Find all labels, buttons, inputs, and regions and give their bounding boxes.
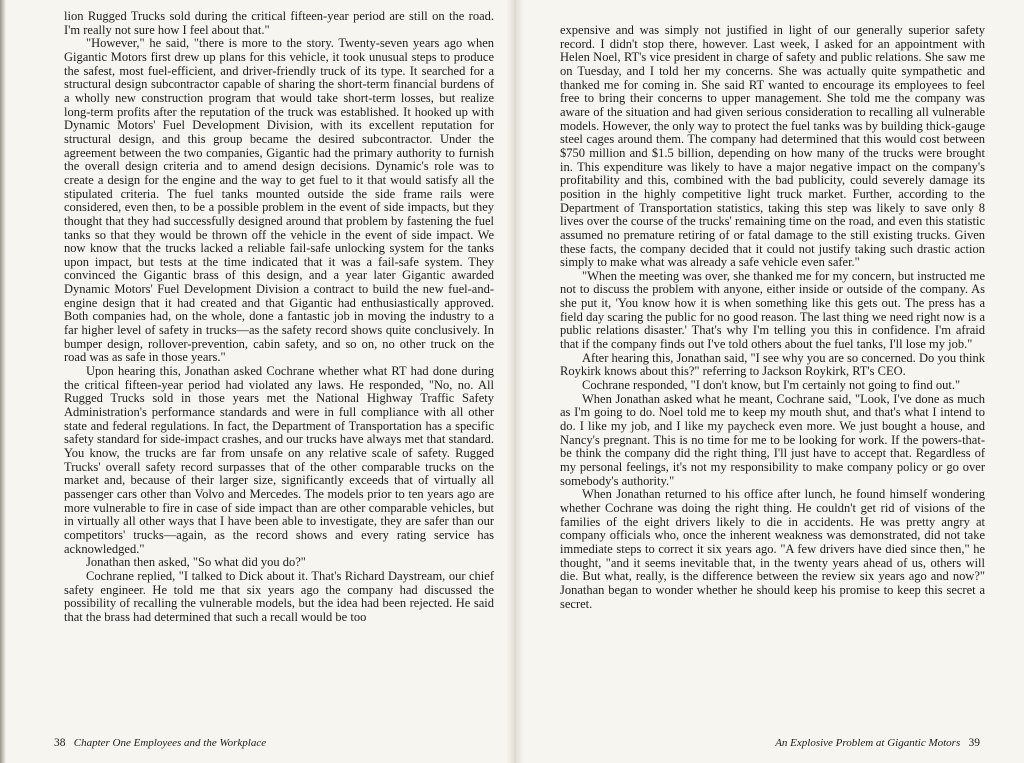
- page-edge-shadow: [0, 0, 6, 763]
- paragraph: "When the meeting was over, she thanked me for my concern, but instructed me not to discuss the problem with anyone, either inside or outside of the company. As she put it, 'You know how it is when something like this gets out. The press has a field day scaring the public for no good reason. The last thing we need right now is a public relations disaster.' That's why I'm telling you this in confidence. I'm afraid that if the company finds out I've told others about the fuel tanks, I'll lose my job.": [560, 268, 985, 352]
- paragraph: Upon hearing this, Jonathan asked Cochrane whether what RT had done during the critical fifteen-year period had violated any laws. He responded, "No, no. All Rugged Trucks sold in those years met the National Highway Traffic Safety Administration's performance standards and were in full compliance with all other state and federal regulations. In fact, the Department of Transportation has a specific safety standard for side-impact crashes, and our trucks have always met that standard. You know, the trucks are far from unsafe on any relative scale of safety. Rugged Trucks' overall safety record surpasses that of the other comparable trucks on the market and, because of their larger size, significantly exceeds that of virtually all passenger cars other than Volvo and Mercedes. The models prior to ten years ago are more vulnerable to fire in case of side impact than are other comparable vehicles, but in virtually all other ways that I have been able to investigate, they are safer than our competitors' trucks—again, as the record shows and every rating service has acknowledged.": [64, 364, 494, 556]
- right-page-footer: [775, 737, 980, 749]
- page-number: 38: [54, 737, 66, 749]
- paragraph: "However," he said, "there is more to the story. Twenty-seven years ago when Gigantic Motors first drew up plans for this vehicle, it took unusual steps to produce the safest, most fuel-efficient, and driver-friendly truck of its type. It searched for a structural design subcontractor capable of sharing the short-term financial burdens of a wholly new construction program that would take short-term losses, but realize long-term profits after the reputation of the truck was established. It hooked up with Dynamic Motors' Fuel Development Division, with its excellent reputation for structural design, and this group became the desired subcontractor. Under the agreement between the two companies, Gigantic had the primary authority to furnish the overall design criteria and to amend design decisions. Dynamic's role was to create a design for the engine and the way to get fuel to it that would satisfy all the stipulated criteria. The fuel tanks mounted outside the side frame rails were considered, even then, to be a possible problem in the event of side impacts, but they thought that they had successfully designed around that problem by fastening the fuel tanks so that they would be thrown off the vehicle in the event of side impact. We now know that the trucks lacked a reliable fail-safe unlocking system for the tanks upon impact, but tests at the time indicated that it was a fail-safe system. They convinced the Gigantic brass of this design, and a year later Gigantic awarded Dynamic Motors' Fuel Development Division a contract to build the new fuel-and-engine design that it had created and that Gigantic had enthusiastically approved. Both companies had, on the whole, done a fantastic job in moving the industry to a far higher level of safety in trucks—as the safety record shows quite conclusively. In bumper design, rollover-prevention, cabin safety, and so on, no other truck on the road was as safe in those years.": [64, 36, 494, 365]
- paragraph: Jonathan then asked, "So what did you do?": [86, 555, 306, 570]
- paragraph: expensive and was simply not justified in light of our generally superior safety record. I didn't stop there, however. Last week, I asked for an appointment with Helen Noel, RT's vice president in charge of safety and public relations. She saw me on Tuesday, and I told her my concerns. She was actually quite sympathetic and thanked me for coming in. She said RT wanted to encourage its employees to feel free to bring their concerns to upper management. She told me the company was aware of the situation and had given serious consideration to recalling all vulnerable models. However, the only way to protect the fuel tanks was by building thick-gauge steel cages around them. The company had determined that this would cost between $750 million and $1.5 billion, depending on how many of the trucks were brought in. This expenditure was likely to have a major negative impact on the company's profitability and this, combined with the bad publicity, could severely damage its position in the highly competitive light truck market. Further, according to the Department of Transportation statistics, taking this step was likely to save only 8 lives over the course of the trucks' remaining time on the road, and even this statistic assumed no premature retiring of or fatal damage to the still existing trucks. Given these facts, the company decided that it could not justify taking such drastic action simply to make what was already a safe vehicle even safer.": [560, 23, 985, 270]
- running-head: An Explosive Problem at Gigantic Motors: [775, 737, 961, 749]
- left-page-body: [64, 10, 494, 625]
- right-page: [560, 10, 985, 611]
- paragraph: Cochrane replied, "I talked to Dick about it. That's Richard Daystream, our chief safety engineer. He told me that six years ago the company had discussed the possibility of recalling the vulnerable models, but the idea had been rejected. He said that the brass had determined that such a recall would be too: [64, 568, 494, 624]
- paragraph: After hearing this, Jonathan said, "I see why you are so concerned. Do you think Roykirk knows about this?" referring to Jackson Roykirk, RT's CEO.: [560, 350, 985, 379]
- paragraph: lion Rugged Trucks sold during the critical fifteen-year period are still on the road. I'm really not sure how I feel about that.": [64, 9, 494, 37]
- right-page-body: [560, 24, 985, 611]
- paragraph: Cochrane responded, "I don't know, but I'm certainly not going to find out.": [582, 378, 961, 393]
- paragraph: When Jonathan asked what he meant, Cochrane said, "Look, I've done as much as I'm going to do. Noel told me to keep my mouth shut, and that's what I intend to do. I like my job, and I like my paycheck even more. We just bought a house, and Nancy's pregnant. This is no time for me to be looking for work. If the powers-that-be think the company did the right thing, I'll just have to accept that. Regardless of my personal feelings, it's not my responsibility to make company policy or go over somebody's authority.": [560, 391, 985, 488]
- book-gutter: [506, 0, 524, 763]
- paragraph: When Jonathan returned to his office after lunch, he found himself wondering whether Cochrane was doing the right thing. He couldn't get rid of visions of the families of the eight drivers likely to die in accidents. He was pretty angry at company officials who, once the inherent weakness was demonstrated, did not take immediate steps to correct it six years ago. "A few drivers have died since then," he thought, "and it seems inevitable that, in the twenty years ahead of us, others will die. But what, really, is the difference between the review six years ago and now?" Jonathan began to wonder whether he should keep his promise to keep this secret a secret.: [560, 487, 985, 611]
- running-head: Chapter One Employees and the Workplace: [73, 737, 267, 749]
- left-page: [64, 10, 494, 625]
- page-number: 39: [968, 737, 980, 749]
- left-page-footer: [54, 737, 266, 749]
